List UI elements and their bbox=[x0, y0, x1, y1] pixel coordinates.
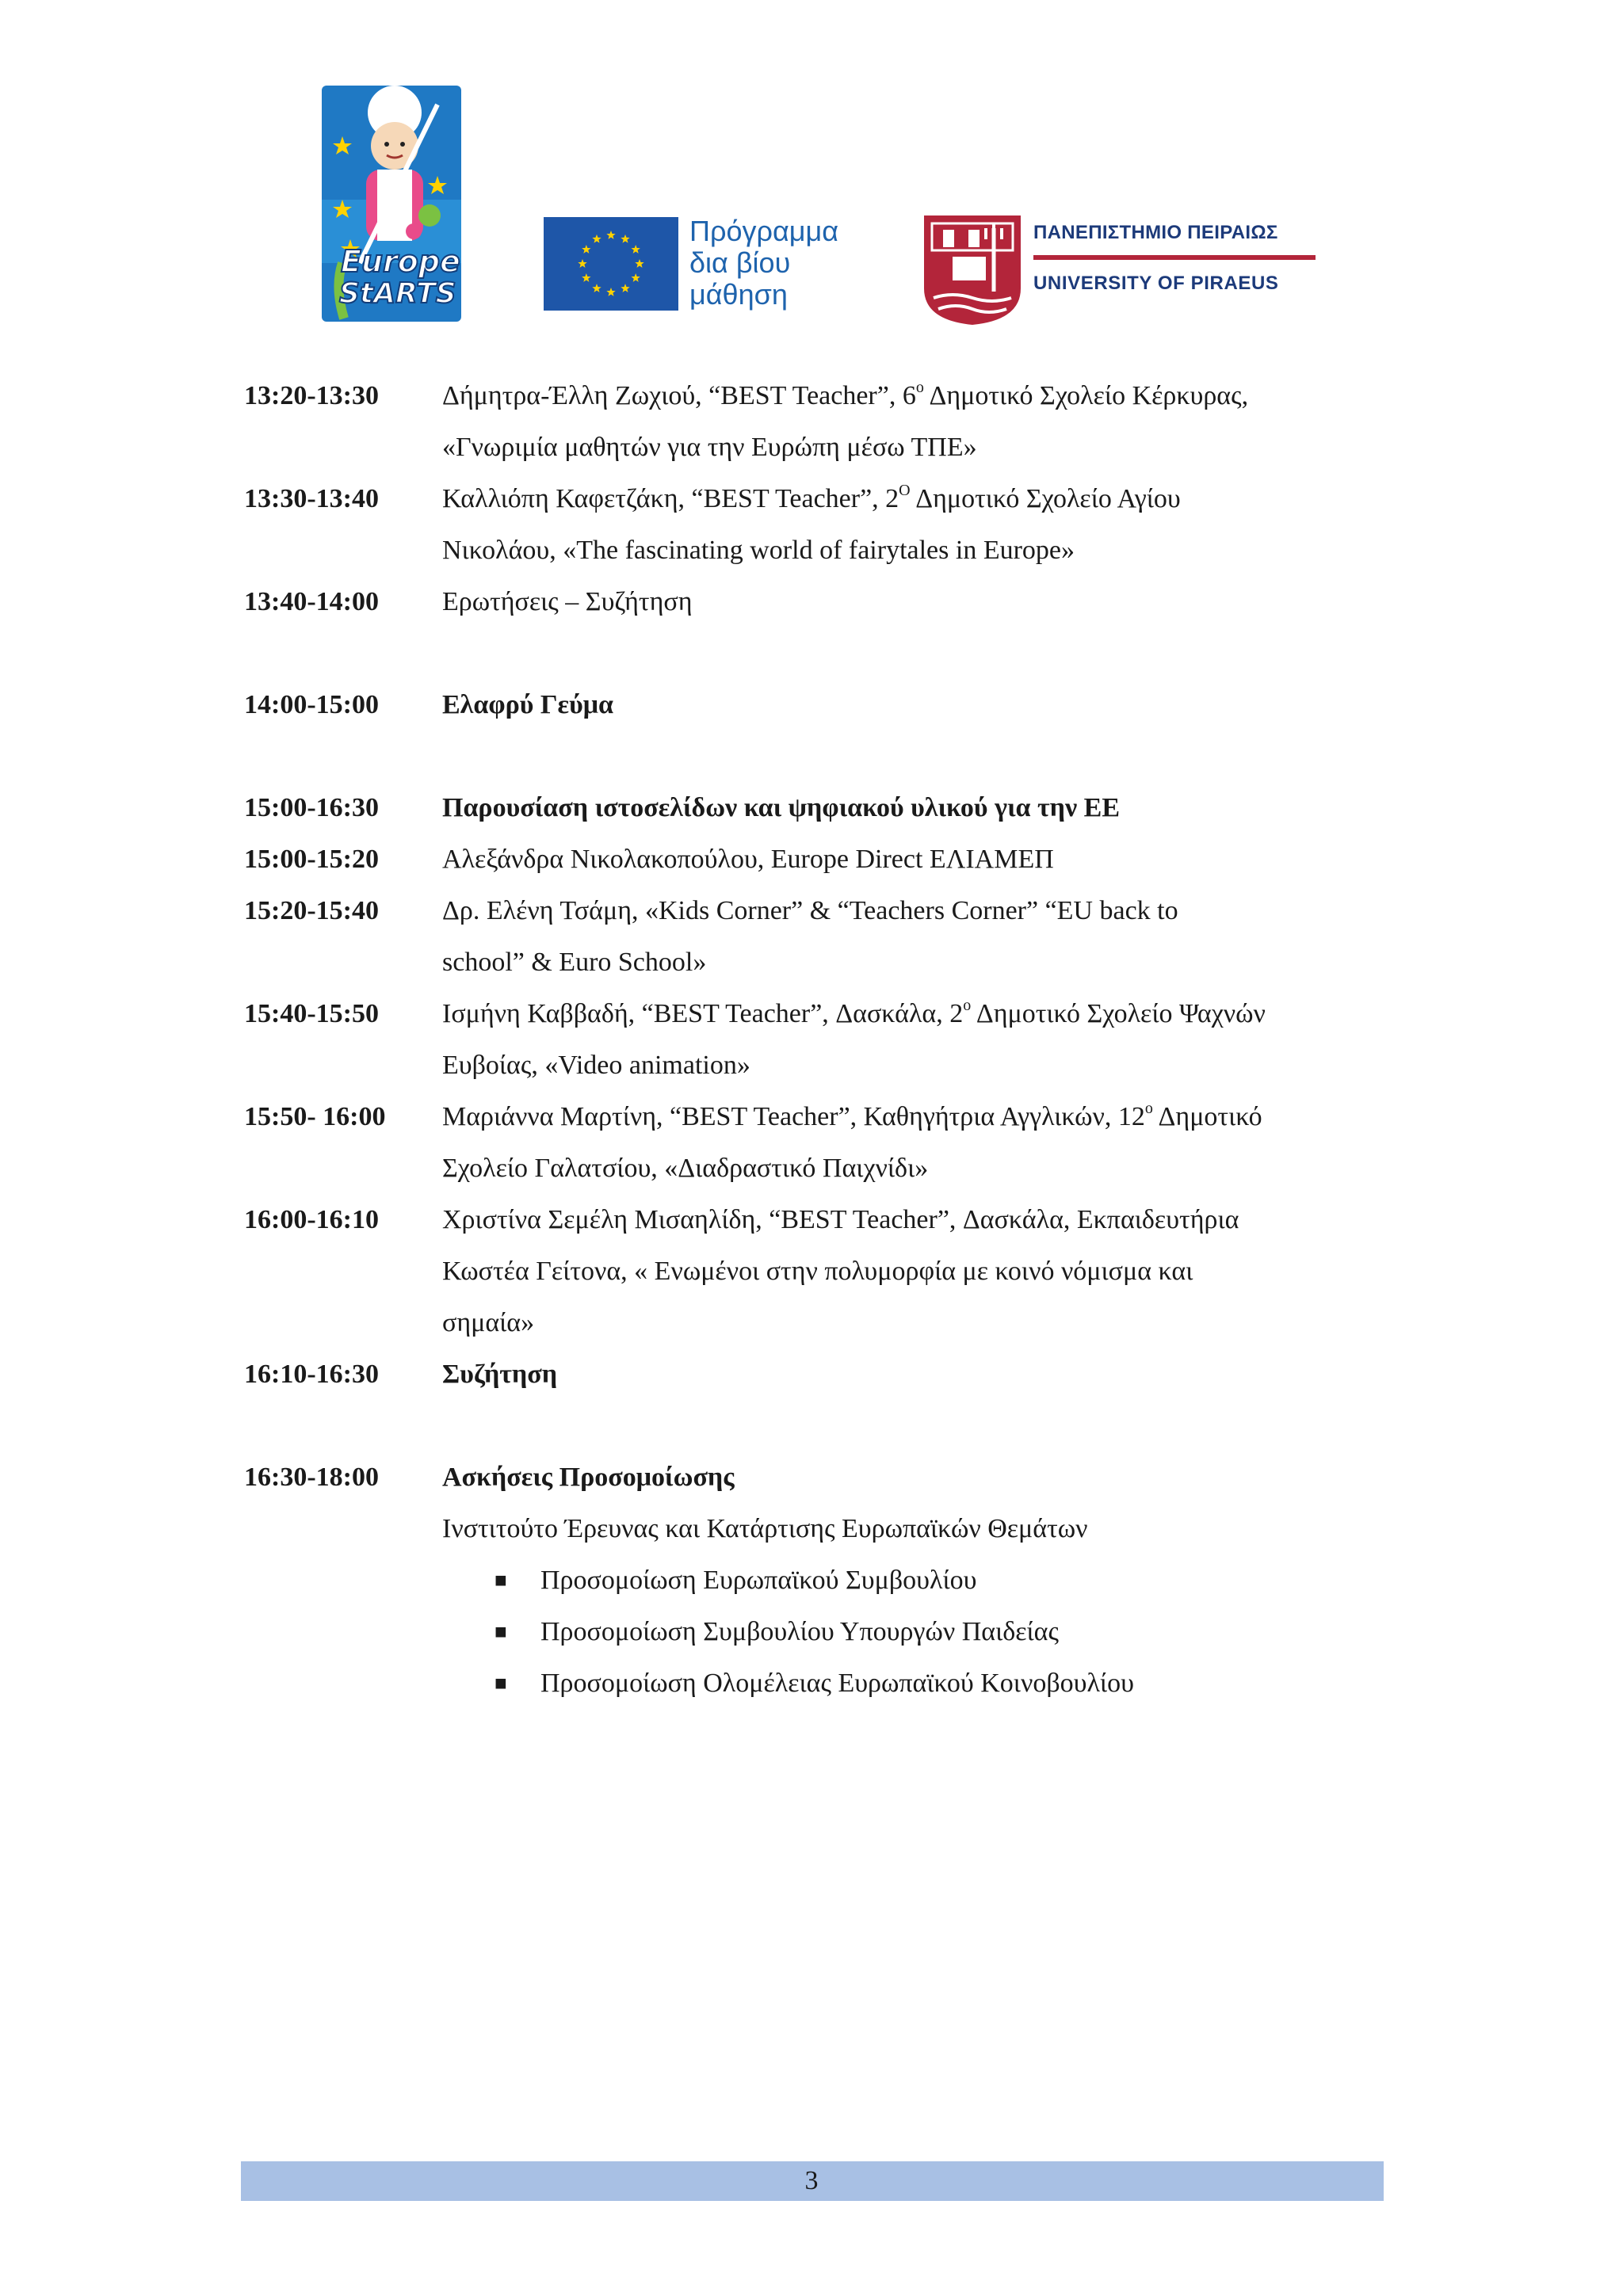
session-text: school” & Euro School» bbox=[442, 948, 707, 977]
session-time: 13:30-13:40 bbox=[244, 484, 379, 513]
bullet-text: Προσομοίωση Συμβουλίου Υπουργών Παιδείας bbox=[540, 1617, 1059, 1646]
session-text: Χριστίνα Σεμέλη Μισαηλίδη, “BEST Teacher”, Δασκάλα, Εκπαιδευτήρια bbox=[442, 1205, 1239, 1234]
session-time: 16:00-16:10 bbox=[244, 1205, 379, 1234]
lifelong-learning-text bbox=[689, 215, 856, 311]
session-heading: Ασκήσεις Προσομοίωσης bbox=[442, 1463, 735, 1492]
spacer bbox=[244, 635, 1385, 686]
session-text: Ερωτήσεις – Συζήτηση bbox=[442, 587, 693, 616]
session-time: 15:50- 16:00 bbox=[244, 1102, 386, 1131]
session-text: Δρ. Ελένη Τσάμη, «Kids Corner” & “Teachers Corner” “EU back to bbox=[442, 896, 1178, 925]
bullet-text: Προσομοίωση Ευρωπαϊκού Συμβουλίου bbox=[540, 1566, 977, 1595]
session-time: 15:20-15:40 bbox=[244, 896, 379, 925]
schedule-row bbox=[244, 841, 1385, 892]
square-bullet-icon: ■ bbox=[495, 1620, 507, 1643]
lifelong-learning-logo bbox=[544, 217, 853, 312]
schedule-row bbox=[244, 892, 1385, 944]
europe-starts-word-1: Europe bbox=[341, 244, 460, 279]
llp-line-1: Πρόγραμμα bbox=[689, 215, 839, 247]
schedule-row bbox=[244, 1098, 1385, 1150]
schedule-row bbox=[244, 686, 1385, 738]
llp-line-3: μάθηση bbox=[689, 278, 788, 311]
university-of-piraeus-logo bbox=[921, 212, 1317, 326]
schedule-row bbox=[244, 995, 1385, 1047]
university-name-greek: ΠΑΝΕΠΙΣΤΗΜΙΟ ΠΕΙΡΑΙΩΣ bbox=[1033, 222, 1278, 243]
session-heading: Παρουσίαση ιστοσελίδων και ψηφιακού υλικού για την ΕΕ bbox=[442, 793, 1121, 822]
schedule-row bbox=[244, 1459, 1385, 1510]
session-text: «Γνωριμία μαθητών για την Ευρώπη μέσω ΤΠΕ» bbox=[442, 433, 977, 462]
session-text-part: Δημοτικό bbox=[1152, 1102, 1262, 1131]
schedule-row bbox=[244, 1356, 1385, 1407]
session-text: Ευβοίας, «Video animation» bbox=[442, 1051, 750, 1080]
session-text-part: Μαριάννα Μαρτίνη, “BEST Teacher”, Καθηγήτρια Αγγλικών, 12 bbox=[442, 1102, 1145, 1131]
schedule-row-continuation bbox=[244, 944, 1385, 995]
session-heading: Ελαφρύ Γεύμα bbox=[442, 690, 613, 719]
schedule-row bbox=[244, 583, 1385, 635]
spacer bbox=[244, 738, 1385, 789]
eu-flag-icon bbox=[544, 217, 678, 311]
schedule-row-continuation bbox=[244, 1150, 1385, 1201]
session-text-part: Καλλιόπη Καφετζάκη, “BEST Teacher”, 2 bbox=[442, 484, 899, 513]
ordinal-superscript: ο bbox=[963, 996, 972, 1014]
session-time: 14:00-15:00 bbox=[244, 690, 379, 719]
schedule-row bbox=[244, 1201, 1385, 1253]
session-text: Νικολάου, «The fascinating world of fairytales in Europe» bbox=[442, 536, 1075, 565]
schedule-row-continuation bbox=[244, 1304, 1385, 1356]
session-time: 16:10-16:30 bbox=[244, 1360, 379, 1389]
session-text bbox=[442, 995, 1266, 1033]
session-heading: Συζήτηση bbox=[442, 1360, 558, 1389]
session-time: 15:00-15:20 bbox=[244, 845, 379, 874]
session-text bbox=[442, 1098, 1262, 1136]
schedule-row-continuation bbox=[244, 429, 1385, 480]
schedule-row-continuation bbox=[244, 1253, 1385, 1304]
europe-starts-word-2: StARTS bbox=[339, 277, 456, 310]
session-text: Αλεξάνδρα Νικολακοπούλου, Europe Direct ΕΛΙΑΜΕΠ bbox=[442, 845, 1054, 874]
europe-starts-logo bbox=[319, 81, 474, 333]
ordinal-superscript: Ο bbox=[899, 481, 911, 499]
schedule-row bbox=[244, 789, 1385, 841]
session-text-part: Δήμητρα-Έλλη Ζωχιού, “BEST Teacher”, 6 bbox=[442, 381, 916, 410]
session-text bbox=[442, 480, 1181, 518]
university-logo-divider bbox=[1033, 255, 1316, 260]
schedule-row-continuation bbox=[244, 1510, 1385, 1562]
university-crest-icon bbox=[921, 212, 1024, 326]
session-time: 15:00-16:30 bbox=[244, 793, 379, 822]
session-text: Σχολείο Γαλατσίου, «Διαδραστικό Παιχνίδι» bbox=[442, 1154, 929, 1183]
square-bullet-icon: ■ bbox=[495, 1672, 507, 1695]
programme-schedule bbox=[244, 377, 1385, 1716]
schedule-row-continuation bbox=[244, 1047, 1385, 1098]
session-text: σημαία» bbox=[442, 1308, 535, 1337]
session-time: 13:20-13:30 bbox=[244, 381, 379, 410]
session-text: Ινστιτούτο Έρευνας και Κατάρτισης Ευρωπαϊκών Θεμάτων bbox=[442, 1514, 1088, 1543]
schedule-row bbox=[244, 480, 1385, 532]
session-time: 16:30-18:00 bbox=[244, 1463, 379, 1492]
schedule-row bbox=[244, 377, 1385, 429]
spacer bbox=[244, 1407, 1385, 1459]
schedule-row-continuation bbox=[244, 532, 1385, 583]
university-name-english: UNIVERSITY OF PIRAEUS bbox=[1033, 273, 1279, 294]
session-text-part: Δημοτικό Σχολείο Κέρκυρας, bbox=[923, 381, 1249, 410]
session-text-part: Δημοτικό Σχολείο Αγίου bbox=[910, 484, 1181, 513]
session-text: Κωστέα Γείτονα, « Ενωμένοι στην πολυμορφία με κοινό νόμισμα και bbox=[442, 1257, 1193, 1286]
bullet-item bbox=[244, 1562, 1385, 1613]
bullet-item bbox=[244, 1613, 1385, 1665]
session-text-part: Ισμήνη Καββαδή, “BEST Teacher”, Δασκάλα, 2 bbox=[442, 999, 964, 1028]
bullet-item bbox=[244, 1665, 1385, 1716]
session-time: 15:40-15:50 bbox=[244, 999, 379, 1028]
session-text-part: Δημοτικό Σχολείο Ψαχνών bbox=[971, 999, 1266, 1028]
page-number: 3 bbox=[804, 2166, 819, 2195]
ordinal-superscript: ο bbox=[1144, 1099, 1153, 1117]
session-text bbox=[442, 377, 1248, 415]
bullet-text: Προσομοίωση Ολομέλειας Ευρωπαϊκού Κοινοβουλίου bbox=[540, 1669, 1134, 1698]
square-bullet-icon: ■ bbox=[495, 1569, 507, 1592]
ordinal-superscript: ο bbox=[915, 378, 924, 396]
llp-line-2: δια βίου bbox=[689, 246, 791, 279]
session-time: 13:40-14:00 bbox=[244, 587, 379, 616]
